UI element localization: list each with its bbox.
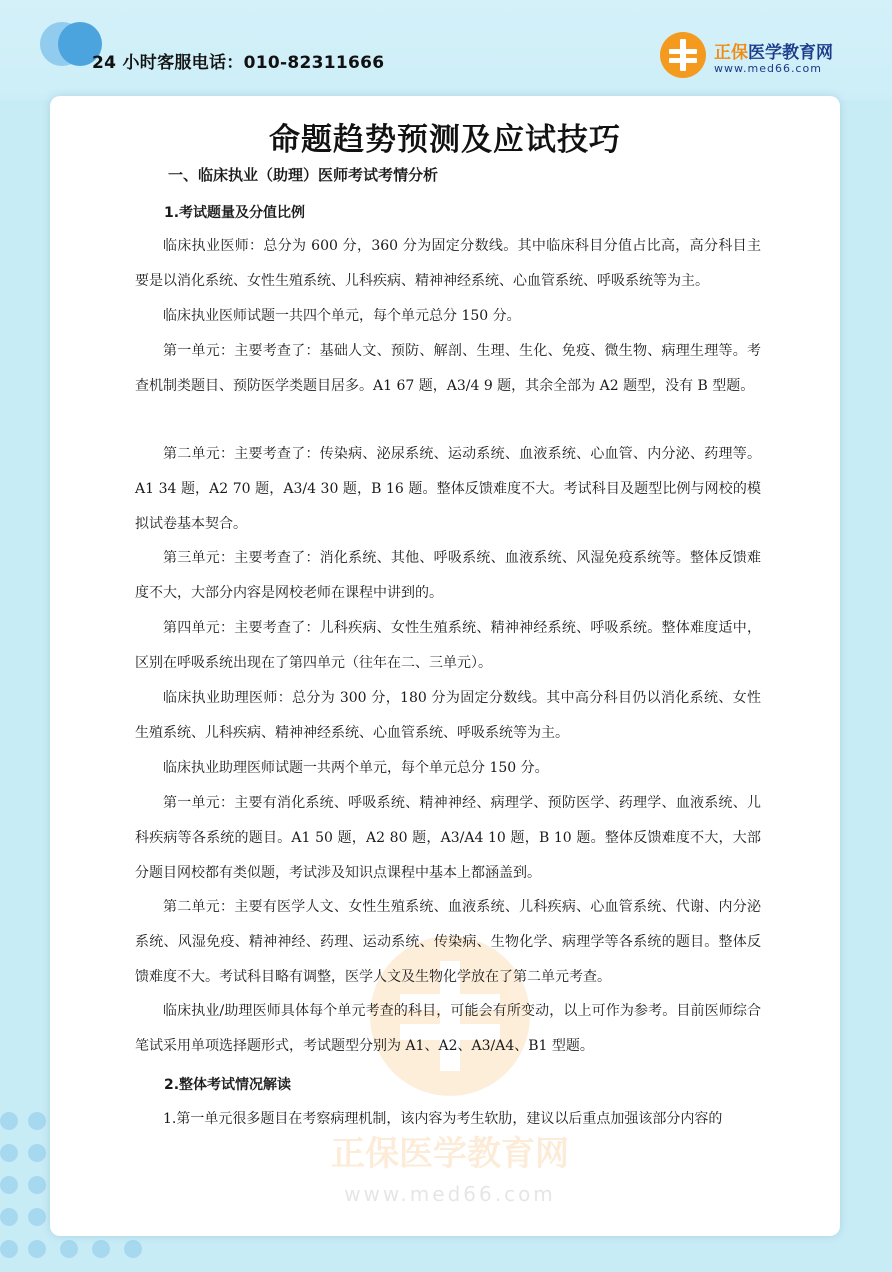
paragraph: 第四单元：主要考查了：儿科疾病、女性生殖系统、精神神经系统、呼吸系统。整体难度适中，区别在呼吸系统出现在了第四单元（往年在二、三单元）。 bbox=[135, 620, 761, 671]
watermark-url: www.med66.com bbox=[344, 1182, 556, 1206]
logo-brand-name: 正保医学教育网 bbox=[714, 43, 833, 63]
brand-logo[interactable] bbox=[660, 32, 840, 80]
paragraph: 临床执业助理医师：总分为 300 分，180 分为固定分数线。其中高分科目仍以消化系统、女性生殖系统、儿科疾病、精神神经系统、心血管系统、呼吸系统等为主。 bbox=[135, 690, 761, 741]
watermark-brand: 正保医学教育网 bbox=[331, 1134, 569, 1174]
paragraph: 第二单元：主要考查了：传染病、泌尿系统、运动系统、血液系统、心血管、内分泌、药理等。A1 34 题，A2 70 题，A3/4 30 题，B 16 题。整体反馈难度不大。考试科目及题型比例与网校的模拟试卷基本契合。 bbox=[135, 446, 761, 532]
paragraph: 临床执业医师试题一共四个单元，每个单元总分 150 分。 bbox=[163, 308, 521, 324]
document-page bbox=[50, 96, 840, 1236]
paragraph: 临床执业/助理医师具体每个单元考查的科目，可能会有所变动，以上可作为参考。目前医师综合笔试采用单项选择题形式，考试题型分别为 A1、A2、A3/A4、B1 型题。 bbox=[135, 1003, 761, 1054]
service-hotline: 24 小时客服电话：010-82311666 bbox=[92, 53, 385, 73]
paragraph: 第一单元：主要有消化系统、呼吸系统、精神神经、病理学、预防医学、药理学、血液系统、儿科疾病等各系统的题目。A1 50 题，A2 80 题，A3/A4 10 题，B 10 题。整体反馈难度不大，大部分题目网校都有类似题，考试涉及知识点课程中基本上都涵盖到。 bbox=[135, 795, 761, 881]
section-heading: 一、临床执业（助理）医师考试考情分析 bbox=[168, 166, 439, 184]
subsection-heading: 2.整体考试情况解读 bbox=[164, 1077, 292, 1093]
paragraph: 临床执业助理医师试题一共两个单元，每个单元总分 150 分。 bbox=[163, 760, 549, 776]
logo-cross-icon bbox=[660, 32, 706, 78]
paragraph: 第三单元：主要考查了：消化系统、其他、呼吸系统、血液系统、风湿免疫系统等。整体反馈难度不大，大部分内容是网校老师在课程中讲到的。 bbox=[135, 550, 761, 601]
page-title: 命题趋势预测及应试技巧 bbox=[269, 122, 621, 158]
logo-url: www.med66.com bbox=[714, 62, 822, 75]
subsection-heading: 1.考试题量及分值比例 bbox=[164, 205, 306, 221]
paragraph: 第一单元：主要考查了：基础人文、预防、解剖、生理、生化、免疫、微生物、病理生理等。考查机制类题目、预防医学类题目居多。A1 67 题，A3/4 9 题，其余全部为 A2 题型，没有 B 型题。 bbox=[135, 343, 761, 394]
paragraph: 临床执业医师：总分为 600 分，360 分为固定分数线。其中临床科目分值占比高，高分科目主要是以消化系统、女性生殖系统、儿科疾病、精神神经系统、心血管系统、呼吸系统等为主。 bbox=[135, 238, 761, 289]
paragraph: 第二单元：主要有医学人文、女性生殖系统、血液系统、儿科疾病、心血管系统、代谢、内分泌系统、风湿免疫、精神神经、药理、运动系统、传染病、生物化学、病理学等各系统的题目。整体反馈难度不大。考试科目略有调整，医学人文及生物化学放在了第二单元考查。 bbox=[135, 899, 761, 985]
paragraph: 1.第一单元很多题目在考察病理机制，该内容为考生软肋，建议以后重点加强该部分内容的 bbox=[163, 1111, 723, 1127]
